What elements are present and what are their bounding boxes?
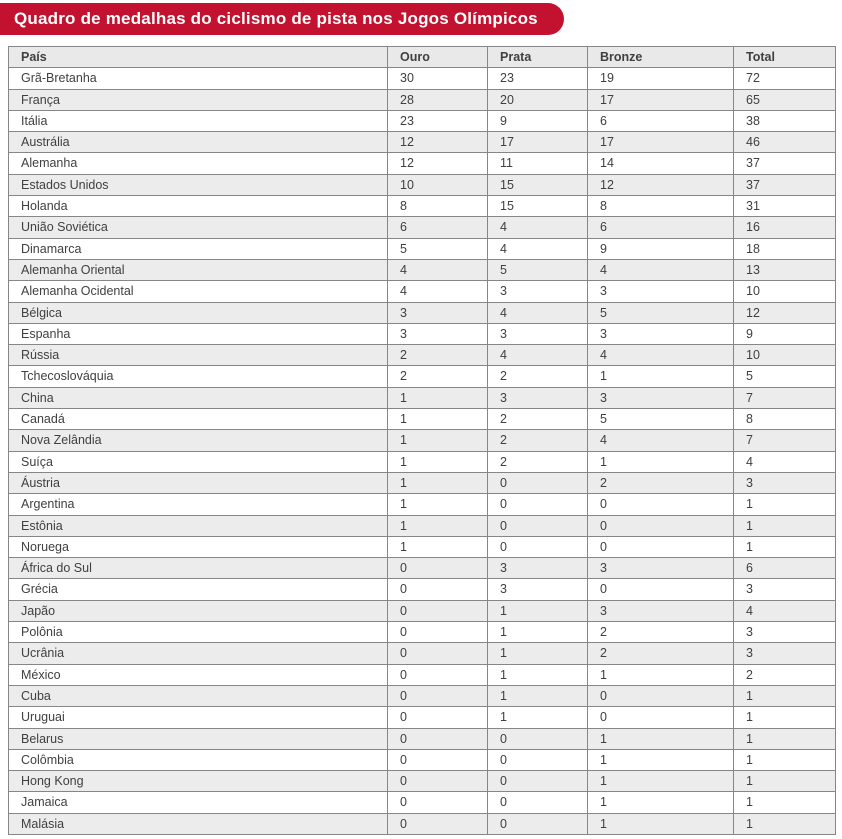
table-row [9, 153, 836, 174]
table-row [9, 536, 836, 557]
silver-cell: 2 [488, 366, 588, 387]
bronze-cell: 0 [588, 494, 734, 515]
gold-cell: 2 [388, 366, 488, 387]
table-row [9, 472, 836, 493]
country-cell: Alemanha [9, 153, 388, 174]
column-header-bronze: Bronze [588, 47, 734, 68]
bronze-cell: 4 [588, 259, 734, 280]
silver-cell: 1 [488, 600, 588, 621]
total-cell: 3 [734, 643, 836, 664]
country-cell: Espanha [9, 323, 388, 344]
bronze-cell: 1 [588, 771, 734, 792]
country-cell: Tchecoslováquia [9, 366, 388, 387]
country-cell: Cuba [9, 685, 388, 706]
table-row [9, 558, 836, 579]
total-cell: 2 [734, 664, 836, 685]
table-row [9, 600, 836, 621]
page-title-banner [0, 3, 564, 35]
country-cell: Suíça [9, 451, 388, 472]
bronze-cell: 0 [588, 536, 734, 557]
table-row [9, 792, 836, 813]
table-row [9, 68, 836, 89]
gold-cell: 1 [388, 472, 488, 493]
bronze-cell: 3 [588, 281, 734, 302]
silver-cell: 3 [488, 281, 588, 302]
bronze-cell: 3 [588, 323, 734, 344]
bronze-cell: 1 [588, 451, 734, 472]
bronze-cell: 6 [588, 110, 734, 131]
gold-cell: 0 [388, 579, 488, 600]
table-row [9, 622, 836, 643]
table-row [9, 259, 836, 280]
total-cell: 1 [734, 707, 836, 728]
total-cell: 1 [734, 515, 836, 536]
table-row [9, 707, 836, 728]
country-cell: Jamaica [9, 792, 388, 813]
table-row [9, 196, 836, 217]
country-cell: Rússia [9, 345, 388, 366]
total-cell: 13 [734, 259, 836, 280]
table-row [9, 387, 836, 408]
country-cell: Dinamarca [9, 238, 388, 259]
bronze-cell: 0 [588, 515, 734, 536]
country-cell: México [9, 664, 388, 685]
silver-cell: 15 [488, 196, 588, 217]
total-cell: 16 [734, 217, 836, 238]
country-cell: Áustria [9, 472, 388, 493]
table-row [9, 430, 836, 451]
total-cell: 4 [734, 451, 836, 472]
table-row [9, 302, 836, 323]
silver-cell: 1 [488, 664, 588, 685]
country-cell: Alemanha Oriental [9, 259, 388, 280]
country-cell: Grécia [9, 579, 388, 600]
gold-cell: 3 [388, 323, 488, 344]
bronze-cell: 3 [588, 600, 734, 621]
silver-cell: 3 [488, 387, 588, 408]
silver-cell: 3 [488, 579, 588, 600]
total-cell: 38 [734, 110, 836, 131]
country-cell: França [9, 89, 388, 110]
total-cell: 3 [734, 472, 836, 493]
total-cell: 3 [734, 579, 836, 600]
silver-cell: 3 [488, 558, 588, 579]
silver-cell: 1 [488, 685, 588, 706]
gold-cell: 0 [388, 664, 488, 685]
total-cell: 65 [734, 89, 836, 110]
gold-cell: 10 [388, 174, 488, 195]
gold-cell: 0 [388, 813, 488, 834]
silver-cell: 0 [488, 472, 588, 493]
bronze-cell: 6 [588, 217, 734, 238]
table-row [9, 515, 836, 536]
country-cell: Japão [9, 600, 388, 621]
silver-cell: 4 [488, 238, 588, 259]
bronze-cell: 1 [588, 749, 734, 770]
gold-cell: 1 [388, 536, 488, 557]
table-row [9, 409, 836, 430]
silver-cell: 9 [488, 110, 588, 131]
total-cell: 7 [734, 430, 836, 451]
silver-cell: 0 [488, 792, 588, 813]
total-cell: 9 [734, 323, 836, 344]
table-row [9, 728, 836, 749]
total-cell: 4 [734, 600, 836, 621]
table-row [9, 238, 836, 259]
bronze-cell: 12 [588, 174, 734, 195]
table-row [9, 110, 836, 131]
country-cell: Itália [9, 110, 388, 131]
page-title: Quadro de medalhas do ciclismo de pista nos Jogos Olímpicos [14, 9, 538, 28]
header-row [9, 47, 836, 68]
gold-cell: 23 [388, 110, 488, 131]
total-cell: 10 [734, 345, 836, 366]
bronze-cell: 19 [588, 68, 734, 89]
country-cell: Nova Zelândia [9, 430, 388, 451]
gold-cell: 12 [388, 132, 488, 153]
bronze-cell: 0 [588, 579, 734, 600]
gold-cell: 6 [388, 217, 488, 238]
bronze-cell: 3 [588, 558, 734, 579]
bronze-cell: 14 [588, 153, 734, 174]
total-cell: 12 [734, 302, 836, 323]
medal-table-header [9, 47, 836, 68]
table-row [9, 451, 836, 472]
silver-cell: 3 [488, 323, 588, 344]
gold-cell: 1 [388, 451, 488, 472]
gold-cell: 4 [388, 259, 488, 280]
silver-cell: 23 [488, 68, 588, 89]
country-cell: Holanda [9, 196, 388, 217]
table-row [9, 494, 836, 515]
country-cell: África do Sul [9, 558, 388, 579]
medal-table [8, 46, 836, 835]
gold-cell: 1 [388, 494, 488, 515]
gold-cell: 0 [388, 685, 488, 706]
country-cell: Grã-Bretanha [9, 68, 388, 89]
silver-cell: 5 [488, 259, 588, 280]
medal-table-body [9, 68, 836, 835]
bronze-cell: 0 [588, 707, 734, 728]
silver-cell: 4 [488, 345, 588, 366]
bronze-cell: 9 [588, 238, 734, 259]
country-cell: Bélgica [9, 302, 388, 323]
total-cell: 1 [734, 771, 836, 792]
gold-cell: 28 [388, 89, 488, 110]
table-row [9, 643, 836, 664]
total-cell: 7 [734, 387, 836, 408]
total-cell: 1 [734, 813, 836, 834]
table-row [9, 771, 836, 792]
gold-cell: 2 [388, 345, 488, 366]
total-cell: 72 [734, 68, 836, 89]
gold-cell: 4 [388, 281, 488, 302]
gold-cell: 0 [388, 600, 488, 621]
gold-cell: 0 [388, 622, 488, 643]
country-cell: Alemanha Ocidental [9, 281, 388, 302]
country-cell: Canadá [9, 409, 388, 430]
country-cell: Belarus [9, 728, 388, 749]
bronze-cell: 1 [588, 664, 734, 685]
bronze-cell: 17 [588, 132, 734, 153]
silver-cell: 0 [488, 728, 588, 749]
total-cell: 1 [734, 728, 836, 749]
country-cell: Argentina [9, 494, 388, 515]
total-cell: 1 [734, 494, 836, 515]
gold-cell: 1 [388, 515, 488, 536]
silver-cell: 2 [488, 430, 588, 451]
country-cell: União Soviética [9, 217, 388, 238]
silver-cell: 11 [488, 153, 588, 174]
country-cell: Estônia [9, 515, 388, 536]
column-header-gold: Ouro [388, 47, 488, 68]
silver-cell: 0 [488, 749, 588, 770]
silver-cell: 0 [488, 813, 588, 834]
silver-cell: 0 [488, 494, 588, 515]
gold-cell: 0 [388, 558, 488, 579]
country-cell: Polônia [9, 622, 388, 643]
table-row [9, 281, 836, 302]
table-row [9, 345, 836, 366]
gold-cell: 0 [388, 707, 488, 728]
country-cell: Uruguai [9, 707, 388, 728]
gold-cell: 1 [388, 430, 488, 451]
gold-cell: 0 [388, 792, 488, 813]
country-cell: China [9, 387, 388, 408]
silver-cell: 17 [488, 132, 588, 153]
total-cell: 10 [734, 281, 836, 302]
bronze-cell: 2 [588, 472, 734, 493]
country-cell: Ucrânia [9, 643, 388, 664]
country-cell: Estados Unidos [9, 174, 388, 195]
column-header-country: País [9, 47, 388, 68]
bronze-cell: 8 [588, 196, 734, 217]
total-cell: 31 [734, 196, 836, 217]
bronze-cell: 1 [588, 813, 734, 834]
bronze-cell: 5 [588, 302, 734, 323]
gold-cell: 0 [388, 643, 488, 664]
table-row [9, 749, 836, 770]
bronze-cell: 4 [588, 345, 734, 366]
column-header-total: Total [734, 47, 836, 68]
bronze-cell: 17 [588, 89, 734, 110]
total-cell: 1 [734, 792, 836, 813]
gold-cell: 1 [388, 409, 488, 430]
silver-cell: 2 [488, 409, 588, 430]
silver-cell: 1 [488, 622, 588, 643]
table-row [9, 132, 836, 153]
country-cell: Hong Kong [9, 771, 388, 792]
bronze-cell: 4 [588, 430, 734, 451]
table-row [9, 217, 836, 238]
silver-cell: 1 [488, 643, 588, 664]
bronze-cell: 1 [588, 792, 734, 813]
silver-cell: 20 [488, 89, 588, 110]
silver-cell: 0 [488, 536, 588, 557]
gold-cell: 30 [388, 68, 488, 89]
country-cell: Malásia [9, 813, 388, 834]
total-cell: 1 [734, 536, 836, 557]
gold-cell: 12 [388, 153, 488, 174]
bronze-cell: 1 [588, 366, 734, 387]
country-cell: Austrália [9, 132, 388, 153]
gold-cell: 3 [388, 302, 488, 323]
gold-cell: 5 [388, 238, 488, 259]
table-row [9, 174, 836, 195]
table-row [9, 579, 836, 600]
total-cell: 5 [734, 366, 836, 387]
silver-cell: 1 [488, 707, 588, 728]
silver-cell: 4 [488, 302, 588, 323]
gold-cell: 0 [388, 749, 488, 770]
total-cell: 6 [734, 558, 836, 579]
bronze-cell: 1 [588, 728, 734, 749]
table-row [9, 685, 836, 706]
table-row [9, 89, 836, 110]
country-cell: Colômbia [9, 749, 388, 770]
silver-cell: 0 [488, 771, 588, 792]
silver-cell: 2 [488, 451, 588, 472]
total-cell: 37 [734, 174, 836, 195]
silver-cell: 15 [488, 174, 588, 195]
table-row [9, 323, 836, 344]
total-cell: 1 [734, 749, 836, 770]
total-cell: 8 [734, 409, 836, 430]
gold-cell: 1 [388, 387, 488, 408]
total-cell: 46 [734, 132, 836, 153]
silver-cell: 4 [488, 217, 588, 238]
table-row [9, 813, 836, 834]
country-cell: Noruega [9, 536, 388, 557]
gold-cell: 0 [388, 728, 488, 749]
silver-cell: 0 [488, 515, 588, 536]
total-cell: 1 [734, 685, 836, 706]
bronze-cell: 2 [588, 643, 734, 664]
table-row [9, 664, 836, 685]
total-cell: 18 [734, 238, 836, 259]
column-header-silver: Prata [488, 47, 588, 68]
bronze-cell: 0 [588, 685, 734, 706]
gold-cell: 0 [388, 771, 488, 792]
total-cell: 3 [734, 622, 836, 643]
table-row [9, 366, 836, 387]
bronze-cell: 5 [588, 409, 734, 430]
bronze-cell: 3 [588, 387, 734, 408]
total-cell: 37 [734, 153, 836, 174]
gold-cell: 8 [388, 196, 488, 217]
bronze-cell: 2 [588, 622, 734, 643]
